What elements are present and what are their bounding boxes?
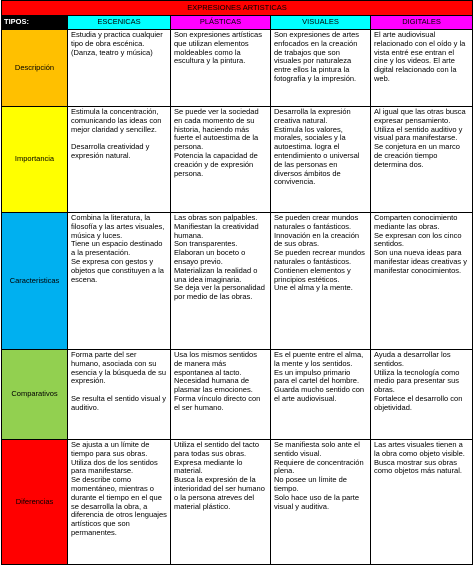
row-label-descripcion: Descripción [2, 30, 68, 107]
cell-diferencias-3 [371, 440, 473, 565]
cell-paragraph: Combina la literatura, la filosofía y las artes visuales, música y luces. [71, 213, 165, 240]
cell-paragraph: Expresa mediante lo material. [174, 457, 243, 476]
cell-descripcion-0 [68, 30, 171, 107]
cell-comparativos-1 [171, 350, 271, 440]
cell-caracteristicas-2 [271, 213, 371, 350]
cell-paragraph: Las artes visuales tienen a la obra como objeto visible. [374, 440, 465, 458]
cell-caracteristicas-1 [171, 213, 271, 350]
cell-diferencias-1 [171, 440, 271, 565]
cell-diferencias-2 [271, 440, 371, 565]
cell-paragraph: Manifiestan la creatividad humana. [174, 221, 259, 240]
cell-descripcion-1 [171, 30, 271, 107]
cell-paragraph: Se pueden crear mundos naturales o fantásticos. [274, 213, 359, 231]
cell-paragraph: Necesidad humana de plasmar las emociones. [174, 376, 253, 395]
cell-paragraph: Tiene un espacio destinado a la presentación. [71, 239, 163, 258]
cell-paragraph: Son una nueva ideas para manifestar ideas creativas y manifestar conocimientos. [374, 248, 467, 275]
cell-paragraph: Se expresan con los cinco sentidos. [374, 230, 462, 249]
table-body [2, 30, 473, 565]
table-row-descripcion [2, 30, 473, 107]
row-label-caracteristicas: Caracteristicas [2, 213, 68, 350]
cell-paragraph: Son transparentes. [174, 239, 238, 249]
cell-importancia-1 [171, 107, 271, 213]
cell-paragraph: Se conjetura en un marco de creación tiempo determina dos. [374, 142, 460, 169]
cell-paragraph: Desarrolla creatividad y expresión natural. [71, 142, 150, 160]
cell-paragraph: Utiliza la tecnología como medio para presentar sus obras. [374, 367, 460, 395]
cell-paragraph: Forma parte del ser humano, asociada con su esencia y la búsqueda de su expresión. [71, 350, 167, 386]
cell-caracteristicas-0 [68, 213, 171, 350]
cell-diferencias-0 [68, 440, 171, 565]
cell-paragraph: Solo hace uso de la parte visual y auditiva. [274, 492, 360, 511]
cell-paragraph: Se manifiesta solo ante el sentido visual. [274, 440, 360, 458]
cell-paragraph: Es un impulso primario para el cartel del hombre. [274, 367, 360, 386]
cell-paragraph: Ayuda a desarrollar los sentidos. [374, 350, 451, 368]
cell-descripcion-3 [371, 30, 473, 107]
header-row [2, 16, 473, 30]
cell-paragraph: Se ajusta a un límite de tiempo para sus obras. [71, 440, 150, 458]
cell-paragraph: Estimula los valores, morales, sociales y la autoestima. logra el entendimiento o universal de las personas en diversos ámbitos de convivencia. [274, 124, 360, 187]
row-label-diferencias: Diferencias [2, 440, 68, 565]
cell-paragraph: Se resulta el sentido visual y auditivo. [71, 393, 167, 412]
table-title: EXPRESIONES ARTISTICAS [2, 1, 473, 16]
cell-paragraph: No posee un límite de tiempo. [274, 475, 347, 493]
cell-paragraph: Forma vínculo directo con el ser humano. [174, 393, 261, 412]
cell-importancia-2 [271, 107, 371, 213]
cell-paragraph: Se expresa con gestos y objetos que constituyen a la escena. [71, 256, 164, 284]
cell-paragraph: Desarrolla la expresión creativa natural. [274, 107, 351, 125]
cell-paragraph: Utiliza el sentido del tacto para todas sus obras. [174, 440, 260, 458]
cell-paragraph: Fortalece el desarrollo con objetividad. [374, 393, 463, 412]
cell-paragraph: Se pueden recrear mundos naturales o fantásticos. [274, 248, 365, 266]
cell-paragraph: Estudia y practica cualquier tipo de obra escénica. (Danza, teatro y música) [71, 30, 163, 57]
art-expressions-table [1, 0, 473, 565]
cell-paragraph: Innovación en la creación de sus obras. [274, 230, 360, 249]
table-row-importancia [2, 107, 473, 213]
header-tipos: TIPOS: [2, 16, 68, 30]
cell-paragraph: Al igual que las otras busca expresar pensamiento. Utiliza el sentido auditivo y visual para manifestarse. [374, 107, 466, 143]
cell-importancia-0 [68, 107, 171, 213]
cell-paragraph: Comparten conocimiento mediante las obras. [374, 213, 458, 231]
cell-paragraph: Busca la expresión de la interioridad del ser humano o la persona atreves del material plástico. [174, 475, 265, 511]
cell-comparativos-3 [371, 350, 473, 440]
cell-paragraph: Las obras son palpables. [174, 213, 258, 222]
cell-paragraph: Elaboran un boceto o ensayo previo. [174, 248, 246, 266]
cell-paragraph: Son expresiones artísticas que utilizan elementos moldeables como la escultura y la pintura. [174, 30, 262, 66]
cell-caracteristicas-3 [371, 213, 473, 350]
cell-comparativos-2 [271, 350, 371, 440]
cell-paragraph: El arte audiovisual relacionado con el oído y la vista entré ese entran el cine y los videos. El arte digital relacionado con la web. [374, 30, 466, 83]
cell-paragraph: Une el alma y la mente. [274, 283, 353, 293]
cell-paragraph: Requiere de concentración plena. [274, 457, 364, 476]
table-row-comparativos [2, 350, 473, 440]
cell-paragraph: Usa los mismos sentidos de manera más espontanea al tacto. [174, 350, 257, 377]
header-col-escenicas: ESCENICAS [68, 16, 171, 30]
header-col-plasticas: PLÁSTICAS [171, 16, 271, 30]
row-label-importancia: Importancia [2, 107, 68, 213]
cell-paragraph: Se puede ver la sociedad en cada momento de su historia, haciendo más fuerte el autoestima de la persona. [174, 107, 259, 152]
cell-paragraph: Se describe como momentáneo, mientras o durante el tiempo en el que se desarrolla la obra, a diferencia de otros lenguajes artísticos que son permanentes. [71, 475, 167, 537]
cell-paragraph: Son expresiones de artes enfocados en la creación de trabajos que son visuales por naturaleza entre ellos la pintura la fotografía y la impresión. [274, 30, 360, 83]
cell-paragraph: Potencia la capacidad de creación y de expresión persona. [174, 150, 258, 178]
row-label-comparativos: Comparativos [2, 350, 68, 440]
cell-paragraph: Materializan la realidad o una idea imaginaria. [174, 265, 258, 284]
cell-paragraph: Es el puente entre el alma, la mente y los sentidos. [274, 350, 364, 368]
cell-descripcion-2 [271, 30, 371, 107]
table-row-caracteristicas [2, 213, 473, 350]
header-col-digitales: DIGITALES [371, 16, 473, 30]
cell-paragraph: Busca mostrar sus obras como objetos más natural. [374, 457, 462, 476]
cell-paragraph: Utiliza dos de los sentidos para manifestarse. [71, 457, 158, 476]
cell-comparativos-0 [68, 350, 171, 440]
cell-paragraph: Estimula la concentración, comunicando las ideas con mejor claridad y sencillez. [71, 107, 162, 134]
cell-paragraph: Contienen elementos y principios estéticos. [274, 265, 351, 284]
cell-paragraph: Guarda mucho sentido con el arte audiovisual. [274, 385, 365, 403]
header-col-visuales: VISUALES [271, 16, 371, 30]
table-row-diferencias [2, 440, 473, 565]
cell-paragraph: Se deja ver la personalidad por medio de las obras. [174, 283, 265, 302]
cell-importancia-3 [371, 107, 473, 213]
